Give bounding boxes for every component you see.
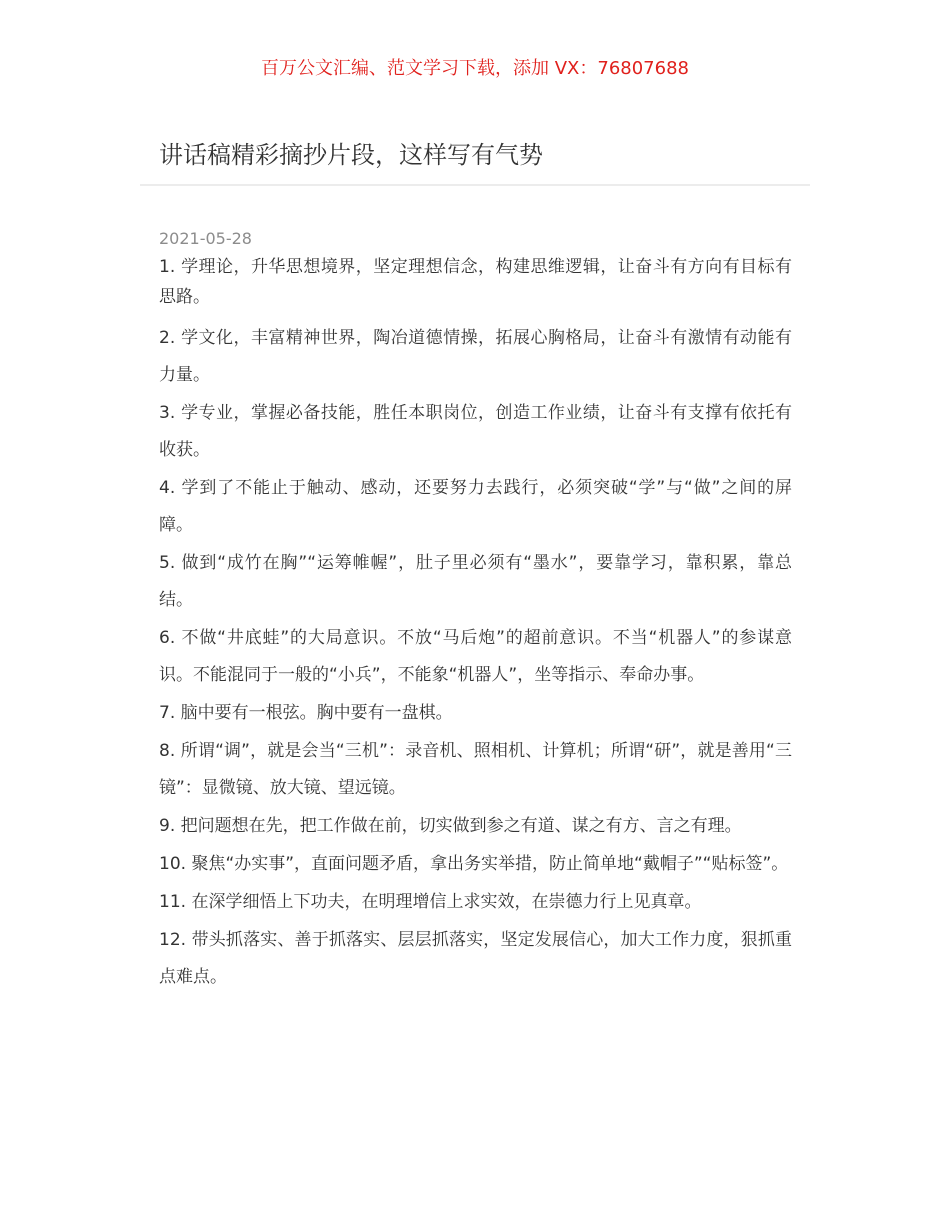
paragraph-3: 3. 学专业，掌握必备技能，胜任本职岗位，创造工作业绩，让奋斗有支撑有依托有收获。 [159,403,792,460]
article-body [159,252,792,997]
promo-banner: 百万公文汇编、范文学习下载，添加 VX：76807688 [261,58,689,79]
title-divider [140,184,810,186]
paragraph-7: 7. 脑中要有一根弦。胸中要有一盘棋。 [159,703,453,723]
paragraph-8: 8. 所谓“调”，就是会当“三机”：录音机、照相机、计算机；所谓“研”，就是善用“三镜”：显微镜、放大镜、望远镜。 [159,741,792,798]
paragraph-12: 12. 带头抓落实、善于抓落实、层层抓落实，坚定发展信心，加大工作力度，狠抓重点难点。 [159,930,792,987]
paragraph-4: 4. 学到了不能止于触动、感动，还要努力去践行，必须突破“学”与“做”之间的屏障。 [159,478,792,535]
paragraph-5: 5. 做到“成竹在胸”“运筹帷幄”，肚子里必须有“墨水”，要靠学习，靠积累，靠总结。 [159,553,792,610]
paragraph-10: 10. 聚焦“办实事”，直面问题矛盾，拿出务实举措，防止简单地“戴帽子”“贴标签”。 [159,854,789,874]
article-title: 讲话稿精彩摘抄片段，这样写有气势 [159,141,543,169]
publish-date: 2021-05-28 [159,229,252,248]
paragraph-1: 1. 学理论，升华思想境界，坚定理想信念，构建思维逻辑，让奋斗有方向有目标有思路。 [159,257,792,307]
paragraph-6: 6. 不做“井底蛙”的大局意识。不放“马后炮”的超前意识。不当“机器人”的参谋意识。不能混同于一般的“小兵”，不能象“机器人”，坐等指示、奉命办事。 [159,628,792,685]
paragraph-11: 11. 在深学细悟上下功夫，在明理增信上求实效，在崇德力行上见真章。 [159,892,702,912]
paragraph-2: 2. 学文化，丰富精神世界，陶冶道德情操，拓展心胸格局，让奋斗有激情有动能有力量。 [159,328,792,385]
paragraph-9: 9. 把问题想在先，把工作做在前，切实做到参之有道、谋之有方、言之有理。 [159,816,742,836]
